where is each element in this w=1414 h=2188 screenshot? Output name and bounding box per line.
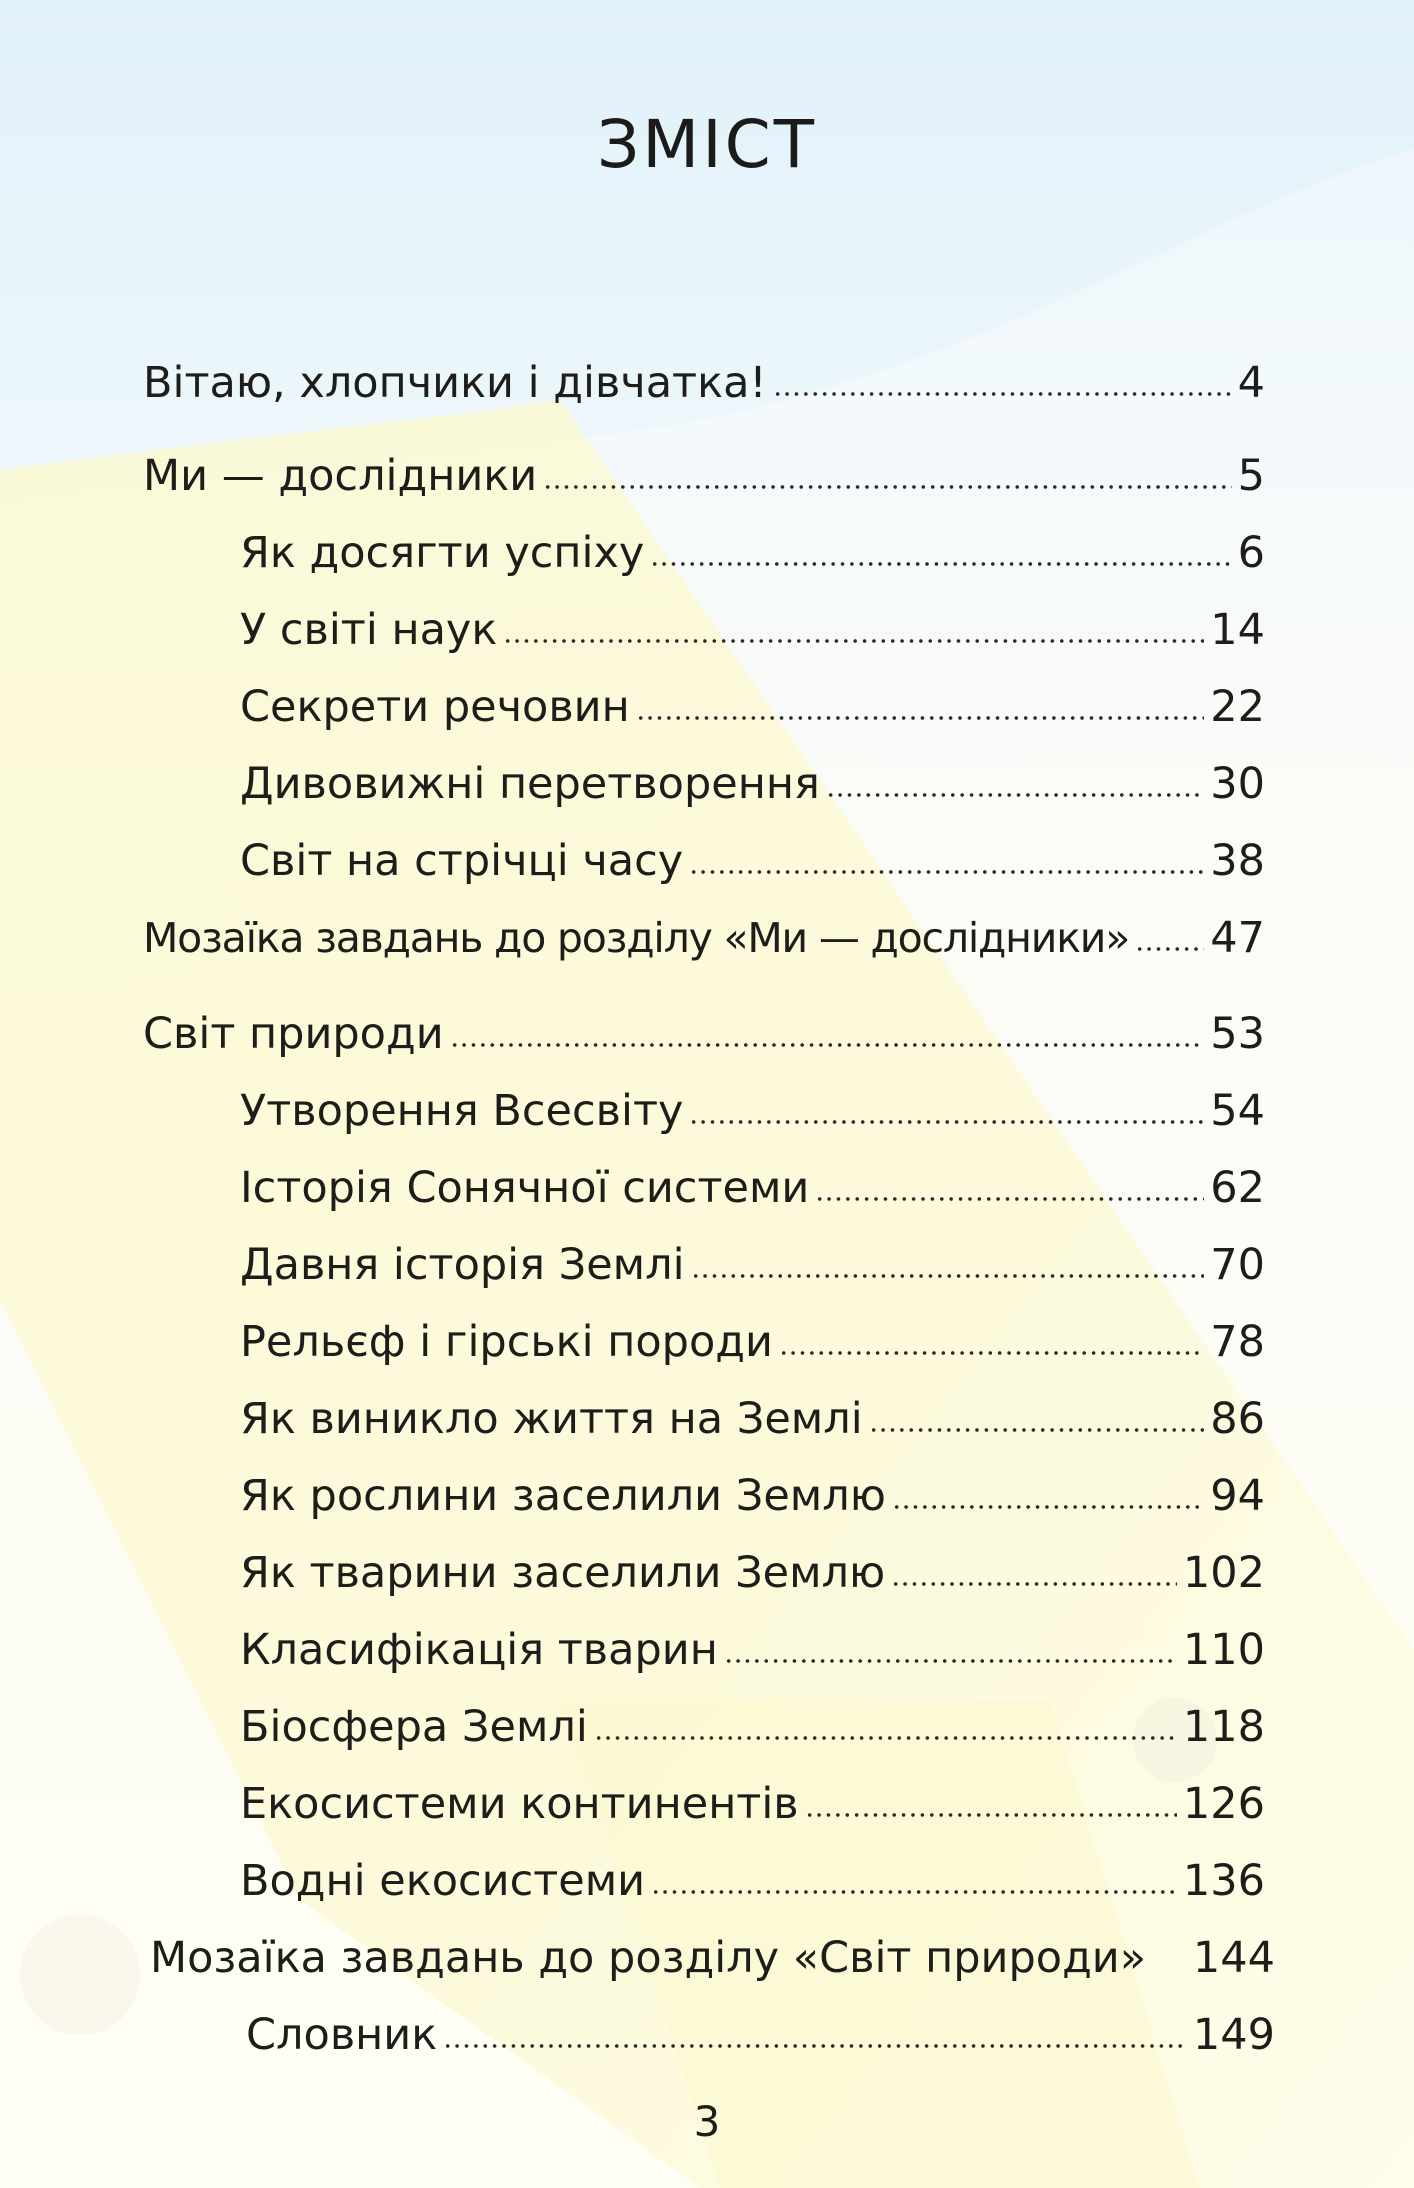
toc-entry-title: Вітаю, хлопчики і дівчатка! [143, 358, 767, 408]
toc-subentry[interactable] [240, 1159, 1265, 1217]
toc-entry-title: Ми — дослідники [143, 451, 538, 501]
page-title: ЗМІСТ [596, 106, 818, 183]
toc-entry-page: 94 [1210, 1471, 1265, 1521]
toc-entry-title: Словник [246, 2010, 438, 2060]
toc-entry-page: 102 [1182, 1548, 1265, 1598]
toc-subentry[interactable] [240, 1775, 1265, 1833]
toc-subentry[interactable] [240, 1698, 1265, 1756]
toc-subentry[interactable] [246, 2006, 1275, 2064]
toc-entry-title: Утворення Всесвіту [240, 1086, 684, 1136]
toc-entry-page: 4 [1237, 358, 1265, 408]
toc-entry[interactable] [143, 447, 1265, 505]
toc-subentry[interactable] [240, 1313, 1265, 1371]
toc-subentry[interactable] [240, 1082, 1265, 1140]
dot-leader [1152, 1958, 1187, 1972]
toc-entry-page: 149 [1192, 2010, 1275, 2060]
dot-leader [636, 707, 1205, 721]
toc-entry-page: 70 [1210, 1240, 1265, 1290]
toc-entry-page: 53 [1210, 1009, 1265, 1059]
toc-entry[interactable] [143, 1005, 1265, 1063]
toc-entry-page: 5 [1237, 451, 1265, 501]
toc-entry-page: 14 [1210, 605, 1265, 655]
toc-entry[interactable] [150, 1929, 1275, 1987]
dot-leader [1135, 938, 1204, 952]
dot-leader [543, 476, 1231, 490]
toc-entry-page: 78 [1210, 1317, 1265, 1367]
dot-leader [724, 1650, 1177, 1664]
toc-entry-title: Давня історія Землі [240, 1240, 685, 1290]
dot-leader [443, 2035, 1187, 2049]
toc-subentry[interactable] [240, 1621, 1265, 1679]
dot-leader [773, 383, 1232, 397]
toc-entry-page: 136 [1182, 1856, 1265, 1906]
dot-leader [805, 1804, 1177, 1818]
toc-entry-title: У світі наук [240, 605, 498, 655]
toc-subentry[interactable] [240, 1390, 1265, 1448]
toc-entry-title: Як виникло життя на Землі [240, 1394, 863, 1444]
toc-subentry[interactable] [240, 1852, 1265, 1910]
toc-entry-page: 62 [1210, 1163, 1265, 1213]
toc-entry-page: 118 [1182, 1702, 1265, 1752]
toc-entry-title: Світ на стрічці часу [240, 836, 684, 886]
toc-entry-page: 47 [1210, 913, 1265, 963]
dot-leader [779, 1342, 1204, 1356]
dot-leader [650, 553, 1231, 567]
dot-leader [826, 784, 1204, 798]
toc-entry-page: 30 [1210, 759, 1265, 809]
dot-leader [651, 1881, 1177, 1895]
dot-leader [869, 1419, 1205, 1433]
toc-entry-title: Класифікація тварин [240, 1625, 718, 1675]
toc-entry-title: Мозаїка завдань до розділу «Ми — дослідники» [143, 914, 1130, 962]
toc-subentry[interactable] [240, 755, 1265, 813]
toc-subentry[interactable] [240, 832, 1265, 890]
toc-entry-page: 144 [1192, 1933, 1275, 1983]
toc-entry-page: 110 [1182, 1625, 1265, 1675]
dot-leader [689, 861, 1204, 875]
toc-entry-page: 22 [1210, 682, 1265, 732]
page-number: 3 [693, 2097, 721, 2146]
toc-entry-title: Рельєф і гірські породи [240, 1317, 773, 1367]
sky-wave [0, 0, 1414, 500]
faint-circle-left [20, 1915, 140, 2035]
dot-leader [594, 1727, 1177, 1741]
toc-entry[interactable] [143, 354, 1265, 412]
toc-entry-title: Як тварини заселили Землю [240, 1548, 886, 1598]
toc-subentry[interactable] [240, 1236, 1265, 1294]
toc-entry-title: Екосистеми континентів [240, 1779, 799, 1829]
dot-leader [503, 630, 1204, 644]
toc-entry[interactable] [143, 909, 1265, 967]
dot-leader [892, 1496, 1204, 1510]
toc-subentry[interactable] [240, 524, 1265, 582]
toc-entry-title: Як досягти успіху [240, 528, 645, 578]
toc-entry-title: Секрети речовин [240, 682, 630, 732]
toc-entry-title: Мозаїка завдань до розділу «Світ природи» [150, 1933, 1147, 1983]
toc-subentry[interactable] [240, 1544, 1265, 1602]
dot-leader [450, 1034, 1205, 1048]
toc-entry-page: 86 [1210, 1394, 1265, 1444]
toc-entry-page: 38 [1210, 836, 1265, 886]
toc-entry-title: Історія Сонячної системи [240, 1163, 810, 1213]
toc-entry-title: Як рослини заселили Землю [240, 1471, 886, 1521]
toc-entry-title: Світ природи [143, 1009, 444, 1059]
dot-leader [815, 1188, 1204, 1202]
toc-subentry[interactable] [240, 678, 1265, 736]
toc-subentry[interactable] [240, 601, 1265, 659]
toc-entry-page: 54 [1210, 1086, 1265, 1136]
dot-leader [689, 1111, 1204, 1125]
toc-entry-page: 126 [1182, 1779, 1265, 1829]
dot-leader [891, 1573, 1177, 1587]
toc-entry-title: Водні екосистеми [240, 1856, 646, 1906]
toc-subentry[interactable] [240, 1467, 1265, 1525]
toc-entry-title: Біосфера Землі [240, 1702, 588, 1752]
dot-leader [691, 1265, 1205, 1279]
toc-entry-title: Дивовижні перетворення [240, 759, 820, 809]
toc-entry-page: 6 [1237, 528, 1265, 578]
